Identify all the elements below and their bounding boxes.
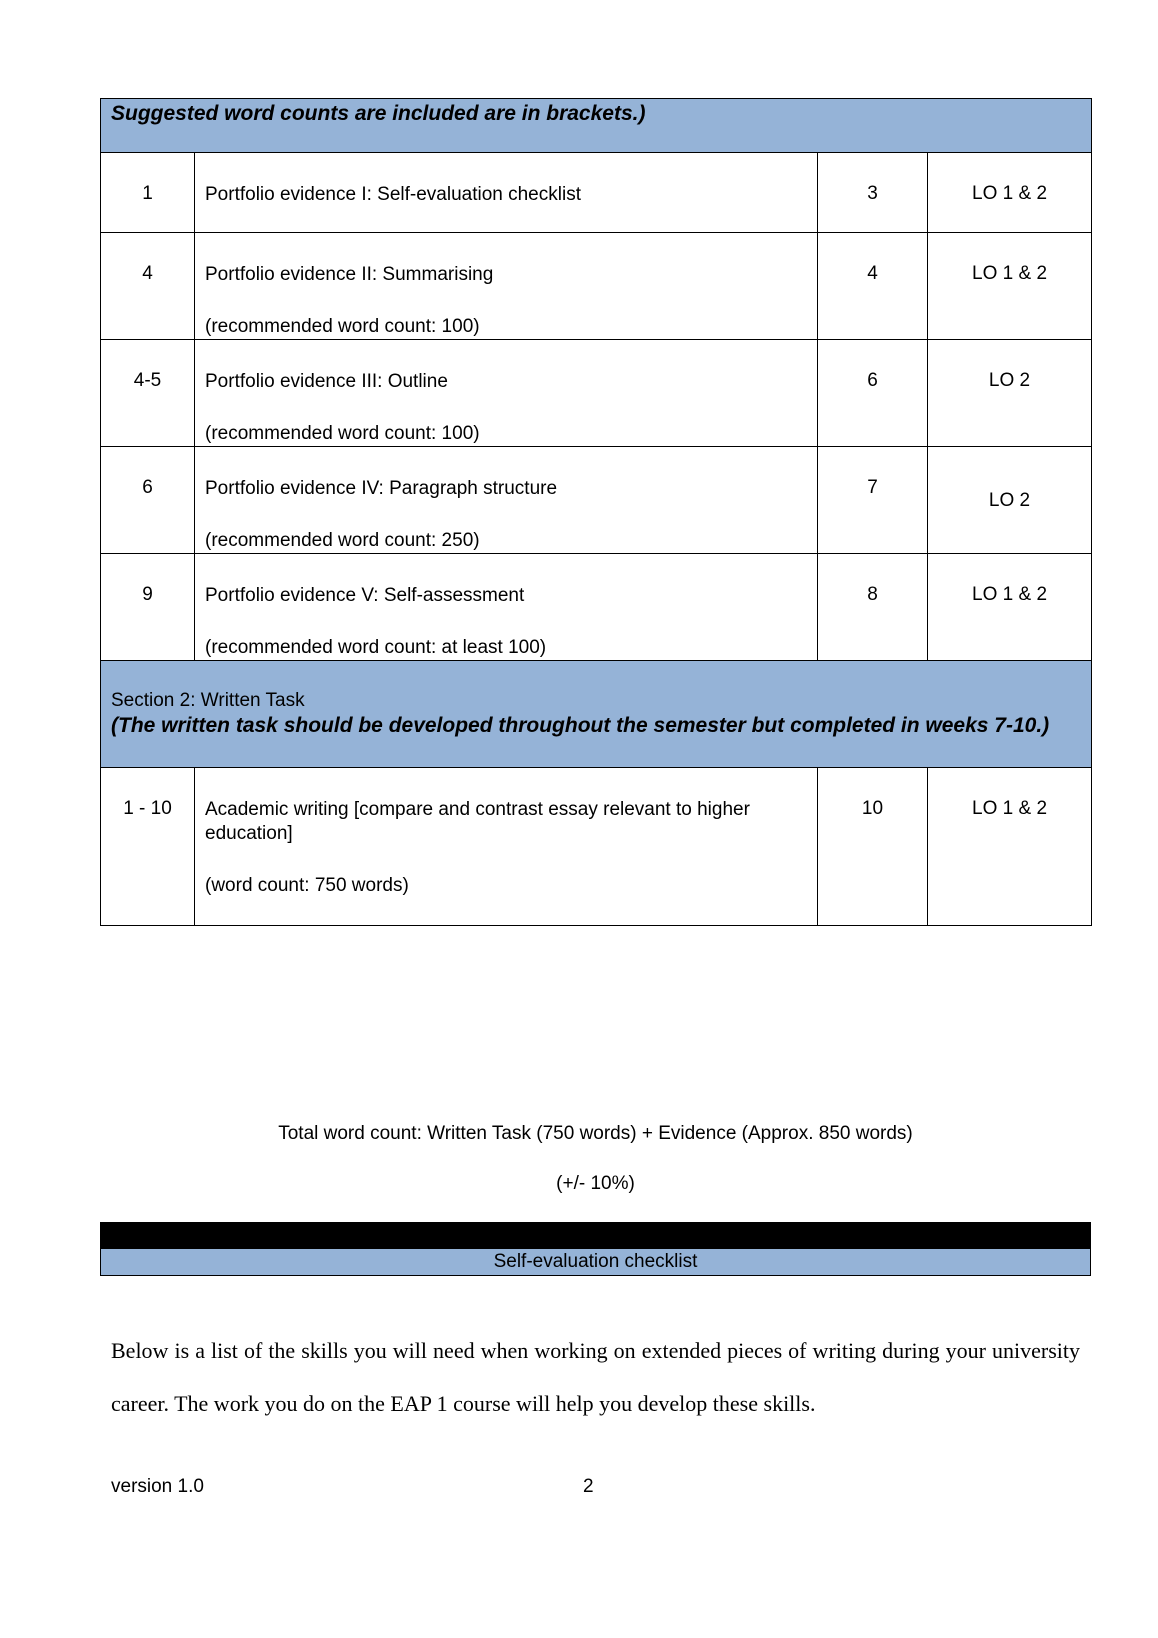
task-note: (recommended word count: at least 100) xyxy=(205,637,547,658)
task-note: (recommended word count: 250) xyxy=(205,530,480,551)
number-cell: 8 xyxy=(818,554,928,661)
section1-banner xyxy=(101,99,1092,153)
learning-outcome-cell: LO 1 & 2 xyxy=(928,554,1092,661)
section2-title: Section 2: Written Task xyxy=(111,690,305,711)
total-word-count: Total word count: Written Task (750 words) + Evidence (Approx. 850 words) xyxy=(278,1123,913,1144)
table-row xyxy=(101,447,1092,554)
task-note: (recommended word count: 100) xyxy=(205,423,480,444)
week-cell: 9 xyxy=(101,554,195,661)
section1-banner-row xyxy=(101,99,1092,153)
intro-paragraph: Below is a list of the skills you will need when working on extended pieces of writing during your university career. The work you do on the EAP 1 course will help you develop these skills. xyxy=(111,1338,1080,1416)
checklist-header: Self-evaluation checklist xyxy=(100,1249,1091,1276)
section2-banner xyxy=(101,661,1092,768)
table-row xyxy=(101,340,1092,447)
task-cell xyxy=(195,768,818,926)
page-number: 2 xyxy=(583,1476,594,1497)
week-cell: 4 xyxy=(101,233,195,340)
task-cell xyxy=(195,153,818,233)
week-cell: 4-5 xyxy=(101,340,195,447)
learning-outcome-cell: LO 1 & 2 xyxy=(928,153,1092,233)
week-cell: 1 - 10 xyxy=(101,768,195,926)
number-cell: 3 xyxy=(818,153,928,233)
number-cell: 4 xyxy=(818,233,928,340)
task-cell xyxy=(195,340,818,447)
table-row xyxy=(101,233,1092,340)
learning-outcome-cell: LO 2 xyxy=(928,447,1092,554)
table-row xyxy=(101,768,1092,926)
table-row xyxy=(101,554,1092,661)
learning-outcome-cell: LO 1 & 2 xyxy=(928,233,1092,340)
learning-outcome-cell: LO 2 xyxy=(928,340,1092,447)
number-cell: 6 xyxy=(818,340,928,447)
task-cell xyxy=(195,233,818,340)
task-cell xyxy=(195,554,818,661)
week-cell: 1 xyxy=(101,153,195,233)
assessment-table xyxy=(100,98,1092,926)
section2-subtitle: (The written task should be developed throughout the semester but completed in weeks 7-10.) xyxy=(111,714,1050,737)
task-title: Portfolio evidence IV: Paragraph structure xyxy=(205,478,558,499)
task-title: Portfolio evidence I: Self-evaluation checklist xyxy=(205,184,581,205)
number-cell: 10 xyxy=(818,768,928,926)
task-title: Portfolio evidence V: Self-assessment xyxy=(205,585,525,606)
week-cell: 6 xyxy=(101,447,195,554)
black-divider-bar xyxy=(100,1222,1091,1249)
number-cell: 7 xyxy=(818,447,928,554)
task-note: (word count: 750 words) xyxy=(205,875,409,896)
task-note: (recommended word count: 100) xyxy=(205,316,480,337)
task-cell xyxy=(195,447,818,554)
section1-banner-text: Suggested word counts are included are in brackets.) xyxy=(111,102,646,125)
footer-version: version 1.0 xyxy=(111,1476,204,1497)
task-title: Portfolio evidence III: Outline xyxy=(205,371,448,392)
learning-outcome-cell: LO 1 & 2 xyxy=(928,768,1092,926)
table-row xyxy=(101,153,1092,233)
section2-banner-row xyxy=(101,661,1092,768)
task-title: Academic writing [compare and contrast essay relevant to higher education] xyxy=(205,799,750,844)
task-title: Portfolio evidence II: Summarising xyxy=(205,264,494,285)
word-count-tolerance: (+/- 10%) xyxy=(556,1173,635,1194)
